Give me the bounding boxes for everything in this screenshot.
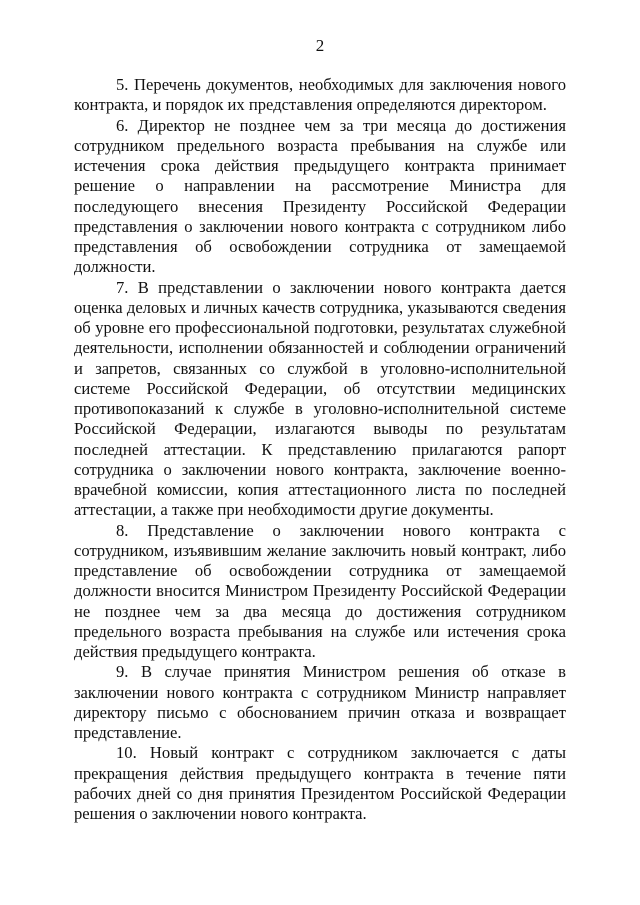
paragraph-5: 5. Перечень документов, необходимых для заключения нового контракта, и порядок их представления определяются директором.: [74, 75, 566, 115]
paragraph-6: 6. Директор не позднее чем за три месяца до достижения сотрудником предельного возраста пребывания на службе или истечения срока действия предыдущего контракта принимает решение о направлении на рассмотрение Министра для последующего внесения Президенту Российской Федерации представления о заключении нового контракта с сотрудником либо представления об освобождении сотрудника от замещаемой должности.: [74, 115, 566, 277]
page-number: 2: [315, 36, 325, 55]
paragraph-9: 9. В случае принятия Министром решения об отказе в заключении нового контракта с сотрудником Министр направляет директору письмо с обоснованием причин отказа и возвращает представление.: [74, 662, 566, 742]
paragraph-10: 10. Новый контракт с сотрудником заключается с даты прекращения действия предыдущего контракта в течение пяти рабочих дней со дня принятия Президентом Российской Федерации решения о заключении нового контракта.: [74, 743, 566, 823]
paragraph-8: 8. Представление о заключении нового контракта с сотрудником, изъявившим желание заключить новый контракт, либо представление об освобождении сотрудника от замещаемой должности вносится Министром Президенту Российской Федерации не позднее чем за два месяца до достижения сотрудником предельного возраста пребывания на службе или истечения срока действия предыдущего контракта.: [74, 520, 566, 661]
paragraph-7: 7. В представлении о заключении нового контракта дается оценка деловых и личных качеств сотрудника, указываются сведения об уровне его профессиональной подготовки, результатах служебной деятельности, исполнении обязанностей и соблюдении ограничений и запретов, связанных со службой в уголовно-исполнительной системе Российской Федерации, об отсутствии медицинских противопоказаний к службе в уголовно-исполнительной системе Российской Федерации, излагаются выводы по результатам последней аттестации. К представлению прилагаются рапорт сотрудника о заключении нового контракта, заключение военно-врачебной комиссии, копия аттестационного листа по последней аттестации, а также при необходимости другие документы.: [74, 277, 566, 520]
document-body: [74, 75, 566, 824]
